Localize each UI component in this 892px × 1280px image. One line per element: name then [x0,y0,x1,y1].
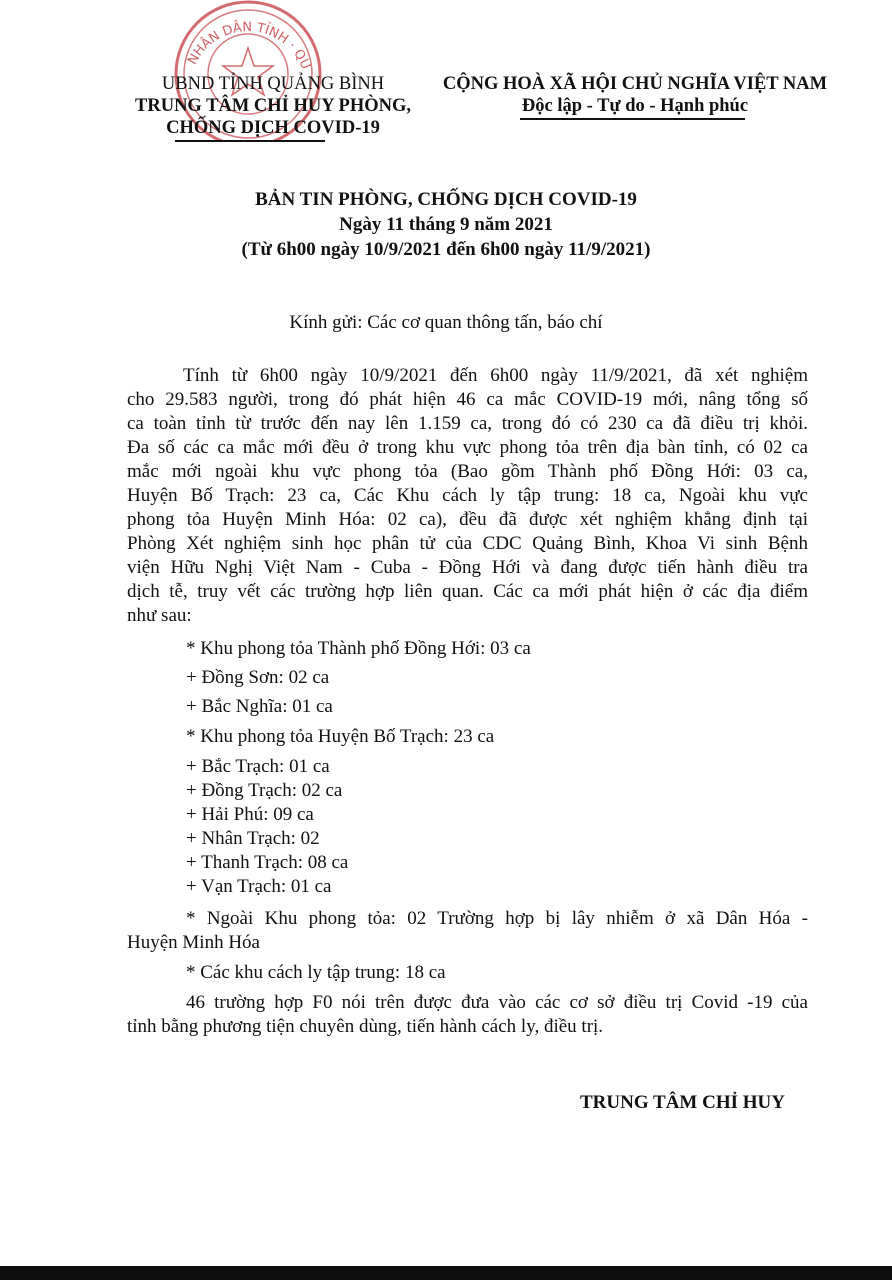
closing-line: 46 trường hợp F0 nói trên được đưa vào các cơ sở điều trị Covid -19 của [186,992,808,1013]
paragraph-line: mắc mới ngoài khu vực phong tỏa (Bao gồm Thành phố Đồng Hới: 03 ca, [127,461,808,482]
bulletin-date: Ngày 11 tháng 9 năm 2021 [339,214,553,235]
paragraph-line: như sau: [127,605,192,626]
list-item: + Nhân Trạch: 02 [186,828,320,849]
motto-underline [520,118,745,120]
closing-line: tỉnh bằng phương tiện chuyên dùng, tiến hành cách ly, điều trị. [127,1016,604,1037]
bottom-bar [0,1266,892,1280]
bulletin-period: (Từ 6h00 ngày 10/9/2021 đến 6h00 ngày 11/9/2021) [241,239,651,260]
outside-lockdown-line: * Ngoài Khu phong tỏa: 02 Trường hợp bị lây nhiễm ở xã Dân Hóa - [186,908,808,929]
list-item: + Thanh Trạch: 08 ca [186,852,349,873]
paragraph-line: Đa số các ca mắc mới đều ở trong khu vực phong tỏa trên địa bàn tỉnh, có 02 ca [127,437,808,458]
header-left [98,73,448,139]
paragraph-line: Tính từ 6h00 ngày 10/9/2021 đến 6h00 ngày 11/9/2021, đã xét nghiệm [183,365,808,386]
center-name-line1: TRUNG TÂM CHỈ HUY PHÒNG, [135,96,411,116]
agency-name: UBND TỈNH QUẢNG BÌNH [161,74,385,94]
list-item: + Bắc Nghĩa: 01 ca [186,696,333,717]
header-right [420,73,850,117]
list-item: * Khu phong tỏa Thành phố Đồng Hới: 03 ca [186,638,531,659]
list-item: * Khu phong tỏa Huyện Bố Trạch: 23 ca [186,726,495,747]
paragraph-line: Huyện Bố Trạch: 23 ca, Các Khu cách ly tập trung: 18 ca, Ngoài khu vực [127,485,808,506]
recipient-line: Kính gửi: Các cơ quan thông tấn, báo chí [289,312,603,333]
paragraph-line: phong tỏa Huyện Minh Hóa: 02 ca), đều đã được xét nghiệm khẳng định tại [127,509,808,530]
outside-lockdown-line: Huyện Minh Hóa [127,932,260,953]
bulletin-title: BẢN TIN PHÒNG, CHỐNG DỊCH COVID-19 [255,189,637,210]
paragraph-line: viện Hữu Nghị Việt Nam - Cuba - Đồng Hới và đang được tiến hành điều tra [127,557,808,578]
paragraph-line: Phòng Xét nghiệm sinh học phân tử của CDC Quảng Bình, Khoa Vi sinh Bệnh [127,533,808,554]
center-name-line2: CHỐNG DỊCH COVID-19 [166,118,380,138]
signature-block: TRUNG TÂM CHỈ HUY [580,1092,785,1113]
header-left-underline [175,140,325,142]
paragraph-line: ca toàn tỉnh từ trước đến nay lên 1.159 ca, trong đó có 230 ca đã điều trị khỏi. [127,413,808,434]
list-item: + Đồng Trạch: 02 ca [186,780,343,801]
quarantine-line: * Các khu cách ly tập trung: 18 ca [186,962,446,983]
svg-text:NHÂN DÂN TỈNH · QUẢNG: NHÂN DÂN TỈNH · QU [185,20,314,72]
list-item: + Đồng Sơn: 02 ca [186,667,330,688]
list-item: + Vạn Trạch: 01 ca [186,876,332,897]
motto: Độc lập - Tự do - Hạnh phúc [521,96,749,116]
paragraph-line: dịch tễ, truy vết các trường hợp liên quan. Các ca mới phát hiện ở các địa điểm [127,581,808,602]
paragraph-line: cho 29.583 người, trong đó phát hiện 46 ca mắc COVID-19 mới, nâng tổng số [127,389,808,410]
list-item: + Bắc Trạch: 01 ca [186,756,330,777]
list-item: + Hải Phú: 09 ca [186,804,314,825]
nation-name: CỘNG HOÀ XÃ HỘI CHỦ NGHĨA VIỆT NAM [442,74,828,94]
